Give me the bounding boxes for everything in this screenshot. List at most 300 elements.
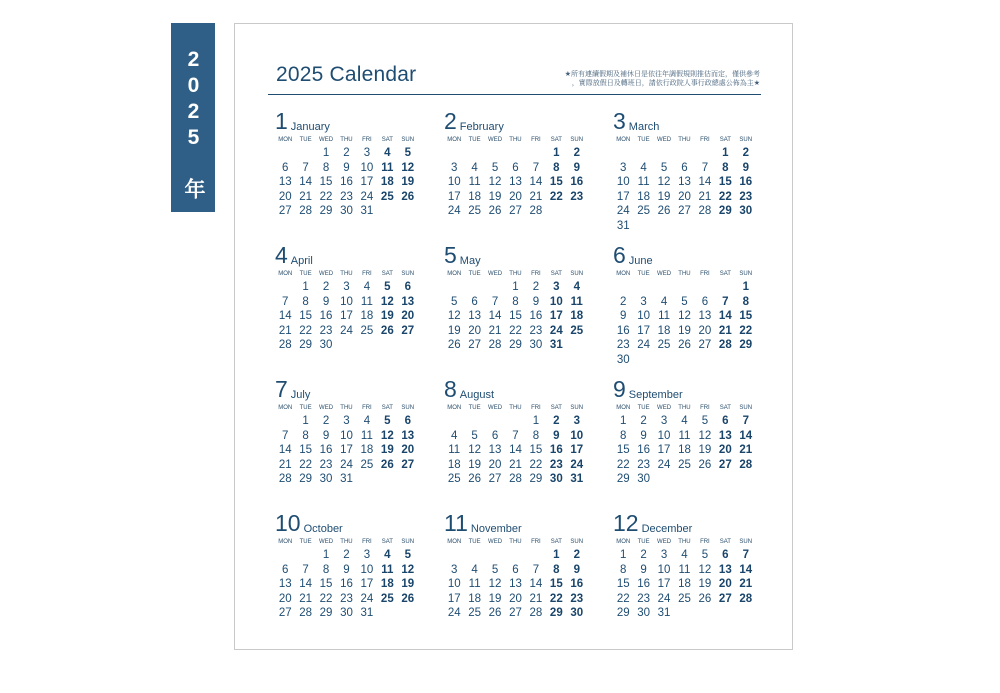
day-cell: 27 [509, 607, 522, 620]
weekday-header: SAT [550, 539, 562, 545]
day-cell: 5 [404, 147, 411, 159]
day-cell: 19 [380, 310, 394, 323]
day-cell: 22 [718, 190, 732, 203]
day-cell: 27 [401, 458, 415, 471]
day-cell: 5 [471, 429, 478, 442]
month-name: January [290, 121, 330, 133]
day-cell: 7 [532, 161, 540, 174]
month-december [613, 510, 763, 640]
empty-day-cell [444, 280, 464, 295]
month-november [444, 510, 594, 640]
weekday-header: TUE [299, 271, 312, 277]
day-cell: 19 [698, 578, 712, 591]
day-cell: 5 [404, 549, 411, 561]
day-cell: 31 [616, 219, 630, 232]
weekday-header: FRI [531, 271, 541, 277]
day-cell: 3 [451, 563, 458, 576]
day-cell: 12 [657, 176, 671, 189]
day-cell: 3 [660, 415, 668, 427]
day-cell: 26 [401, 190, 415, 203]
weekday-header: THU [509, 539, 522, 545]
day-cell: 30 [319, 339, 333, 352]
month-number: 9 [613, 376, 626, 402]
day-cell: 9 [553, 429, 560, 442]
day-cell: 27 [468, 339, 482, 352]
month-day-grid [275, 537, 418, 621]
day-cell: 26 [678, 339, 691, 352]
day-cell: 18 [637, 190, 651, 203]
day-cell: 13 [698, 310, 712, 323]
day-cell: 30 [319, 473, 333, 486]
day-cell: 2 [343, 147, 350, 159]
empty-day-cell [485, 414, 505, 429]
day-cell: 29 [718, 205, 732, 218]
day-cell: 18 [380, 578, 394, 591]
empty-day-cell [444, 414, 464, 429]
weekday-header: WED [488, 539, 503, 545]
day-cell: 6 [722, 549, 729, 561]
weekday-header: WED [319, 137, 334, 143]
day-cell: 8 [553, 563, 560, 576]
day-cell: 11 [637, 176, 650, 189]
day-cell: 29 [529, 473, 543, 486]
day-cell: 22 [299, 324, 313, 337]
day-cell: 12 [447, 310, 461, 323]
day-cell: 10 [570, 429, 584, 442]
day-cell: 12 [401, 161, 415, 174]
day-cell: 28 [739, 458, 753, 471]
day-cell: 12 [380, 295, 394, 308]
day-cell: 5 [384, 415, 391, 427]
weekday-header: SUN [739, 137, 753, 143]
day-cell: 25 [678, 592, 691, 605]
day-cell: 1 [620, 549, 627, 561]
day-cell: 2 [573, 147, 580, 159]
month-march [613, 108, 763, 238]
day-cell: 23 [570, 190, 584, 203]
day-cell: 4 [451, 429, 458, 442]
day-cell: 26 [468, 473, 482, 486]
day-cell: 11 [658, 310, 671, 323]
day-cell: 5 [384, 281, 391, 293]
day-cell: 8 [322, 563, 330, 576]
month-day-grid [444, 135, 587, 219]
day-cell: 22 [549, 592, 563, 605]
day-cell: 6 [282, 563, 289, 576]
day-cell: 27 [718, 592, 732, 605]
day-cell: 23 [739, 190, 753, 203]
weekday-header: MON [278, 271, 293, 277]
day-cell: 2 [640, 415, 647, 427]
day-cell: 23 [529, 324, 543, 337]
weekday-header: SAT [719, 405, 731, 411]
month-header [613, 376, 763, 402]
day-cell: 9 [343, 161, 350, 174]
month-number: 7 [275, 376, 288, 402]
month-header [444, 376, 594, 402]
day-cell: 13 [718, 563, 732, 576]
day-cell: 3 [343, 415, 350, 427]
day-cell: 14 [299, 578, 313, 591]
weekday-header: FRI [362, 539, 372, 545]
day-cell: 4 [681, 415, 688, 427]
day-cell: 9 [640, 563, 647, 576]
month-day-grid [444, 403, 587, 487]
weekday-header: FRI [362, 405, 372, 411]
weekday-header: WED [319, 405, 334, 411]
weekday-header: THU [678, 137, 691, 143]
empty-day-cell [485, 548, 505, 563]
weekday-header: THU [509, 137, 522, 143]
day-cell: 1 [322, 147, 330, 159]
day-cell: 11 [360, 295, 373, 308]
weekday-header: FRI [362, 271, 372, 277]
empty-day-cell [444, 146, 464, 161]
day-cell: 23 [549, 458, 563, 471]
weekday-header: TUE [299, 137, 312, 143]
day-cell: 26 [698, 592, 712, 605]
day-cell: 9 [640, 429, 647, 442]
day-cell: 20 [718, 578, 732, 591]
day-cell: 1 [553, 147, 560, 159]
day-cell: 31 [340, 473, 353, 486]
day-cell: 21 [299, 190, 313, 203]
day-cell: 22 [319, 190, 333, 203]
weekday-header: SAT [719, 539, 731, 545]
day-cell: 27 [698, 339, 712, 352]
weekday-header: THU [340, 137, 353, 143]
month-day-grid [275, 135, 418, 219]
day-cell: 14 [488, 310, 502, 323]
day-cell: 17 [360, 176, 374, 189]
month-name: July [290, 389, 311, 401]
month-header [613, 242, 763, 268]
month-number: 12 [613, 510, 639, 536]
weekday-header: MON [278, 137, 293, 143]
day-cell: 15 [739, 310, 753, 323]
month-header [275, 242, 425, 268]
weekday-header: SAT [381, 539, 393, 545]
day-cell: 21 [278, 458, 292, 471]
day-cell: 19 [678, 324, 691, 337]
day-cell: 3 [640, 295, 647, 308]
weekday-header: SAT [719, 271, 731, 277]
weekday-header: THU [340, 405, 353, 411]
day-cell: 24 [360, 190, 374, 203]
day-cell: 15 [319, 176, 333, 189]
day-cell: 11 [448, 444, 461, 457]
day-cell: 22 [549, 190, 563, 203]
day-cell: 23 [340, 592, 353, 605]
day-cell: 10 [637, 310, 651, 323]
day-cell: 28 [278, 339, 292, 352]
empty-day-cell [464, 280, 484, 295]
day-cell: 21 [739, 444, 753, 457]
weekday-header: THU [509, 271, 522, 277]
day-cell: 15 [509, 310, 522, 323]
day-cell: 15 [616, 578, 630, 591]
empty-day-cell [526, 548, 546, 563]
day-cell: 31 [549, 339, 563, 352]
day-cell: 12 [698, 563, 712, 576]
day-cell: 19 [447, 324, 461, 337]
day-cell: 15 [549, 176, 563, 189]
day-cell: 3 [620, 161, 627, 174]
weekday-header: SUN [570, 405, 584, 411]
day-cell: 11 [570, 295, 583, 308]
weekday-header: SUN [570, 137, 584, 143]
day-cell: 8 [302, 295, 309, 308]
day-cell: 15 [299, 444, 313, 457]
day-cell: 4 [573, 281, 580, 293]
day-cell: 14 [698, 176, 712, 189]
weekday-header: SAT [381, 137, 393, 143]
day-cell: 24 [657, 592, 671, 605]
month-header [444, 108, 594, 134]
day-cell: 19 [488, 592, 502, 605]
day-cell: 18 [447, 458, 461, 471]
weekday-header: SUN [739, 271, 753, 277]
day-cell: 4 [363, 415, 371, 427]
day-cell: 13 [468, 310, 482, 323]
day-cell: 29 [319, 205, 333, 218]
empty-day-cell [295, 146, 315, 161]
day-cell: 2 [322, 281, 330, 293]
weekday-header: SUN [401, 137, 415, 143]
day-cell: 29 [299, 339, 313, 352]
month-header [444, 510, 594, 536]
day-cell: 24 [616, 205, 630, 218]
month-day-grid [275, 403, 418, 487]
day-cell: 27 [718, 458, 732, 471]
weekday-header: WED [488, 271, 503, 277]
day-cell: 24 [637, 339, 651, 352]
day-cell: 16 [319, 310, 333, 323]
day-cell: 8 [742, 295, 749, 308]
empty-day-cell [464, 414, 484, 429]
day-cell: 12 [678, 310, 691, 323]
month-name: December [641, 523, 693, 535]
day-cell: 18 [468, 592, 482, 605]
day-cell: 7 [302, 161, 309, 174]
day-cell: 14 [739, 429, 753, 442]
day-cell: 30 [340, 607, 353, 620]
weekday-header: SUN [401, 539, 415, 545]
empty-day-cell [505, 548, 525, 563]
calendar-title: 2025 Calendar [276, 63, 417, 86]
day-cell: 11 [678, 563, 691, 576]
day-cell: 8 [553, 161, 560, 174]
day-cell: 19 [488, 190, 502, 203]
month-name: June [628, 255, 653, 267]
weekday-header: TUE [468, 539, 481, 545]
weekday-header: MON [278, 539, 293, 545]
day-cell: 14 [529, 176, 543, 189]
weekday-header: THU [340, 271, 353, 277]
day-cell: 22 [299, 458, 313, 471]
day-cell: 15 [299, 310, 313, 323]
day-cell: 17 [657, 444, 671, 457]
day-cell: 4 [363, 281, 371, 293]
day-cell: 28 [299, 607, 313, 620]
day-cell: 27 [678, 205, 691, 218]
weekday-header: FRI [531, 405, 541, 411]
month-header [613, 108, 763, 134]
day-cell: 27 [509, 205, 522, 218]
day-cell: 26 [488, 607, 502, 620]
day-cell: 25 [468, 607, 482, 620]
day-cell: 30 [340, 205, 353, 218]
day-cell: 22 [616, 592, 630, 605]
day-cell: 24 [340, 458, 353, 471]
weekday-header: WED [319, 539, 334, 545]
empty-day-cell [633, 280, 653, 295]
weekday-header: FRI [700, 405, 710, 411]
month-january [275, 108, 425, 238]
empty-day-cell [526, 146, 546, 161]
day-cell: 3 [363, 147, 371, 159]
weekday-header: SUN [401, 271, 415, 277]
day-cell: 24 [447, 205, 461, 218]
empty-day-cell [275, 146, 295, 161]
day-cell: 30 [570, 607, 584, 620]
weekday-header: MON [616, 539, 631, 545]
day-cell: 8 [620, 563, 627, 576]
empty-day-cell [275, 548, 295, 563]
holiday-notice [540, 70, 760, 88]
day-cell: 21 [529, 190, 543, 203]
weekday-header: THU [678, 405, 691, 411]
day-cell: 18 [678, 444, 691, 457]
day-cell: 17 [616, 190, 630, 203]
day-cell: 5 [701, 415, 709, 427]
day-cell: 2 [620, 295, 627, 308]
weekday-header: WED [657, 405, 672, 411]
day-cell: 30 [616, 353, 630, 366]
weekday-header: MON [616, 137, 631, 143]
month-may [444, 242, 594, 372]
day-cell: 6 [282, 161, 289, 174]
day-cell: 1 [722, 147, 729, 159]
day-cell: 30 [637, 473, 651, 486]
month-april [275, 242, 425, 372]
empty-day-cell [654, 146, 674, 161]
empty-day-cell [275, 414, 295, 429]
day-cell: 20 [488, 458, 502, 471]
day-cell: 3 [363, 549, 371, 561]
day-cell: 5 [491, 563, 499, 576]
day-cell: 11 [468, 176, 481, 189]
day-cell: 7 [491, 295, 499, 308]
day-cell: 26 [488, 205, 502, 218]
day-cell: 9 [532, 295, 540, 308]
day-cell: 16 [637, 578, 651, 591]
day-cell: 10 [360, 161, 374, 174]
day-cell: 14 [509, 444, 522, 457]
month-name: March [628, 121, 660, 133]
weekday-header: WED [488, 137, 503, 143]
day-cell: 20 [278, 190, 292, 203]
month-number: 5 [444, 242, 457, 268]
day-cell: 9 [620, 310, 627, 323]
day-cell: 20 [678, 190, 691, 203]
month-name: September [628, 389, 683, 401]
weekday-header: SAT [550, 405, 562, 411]
empty-day-cell [485, 280, 505, 295]
day-cell: 21 [299, 592, 313, 605]
month-number: 11 [444, 510, 468, 536]
month-header [275, 510, 425, 536]
day-cell: 25 [678, 458, 691, 471]
empty-day-cell [295, 548, 315, 563]
day-cell: 11 [381, 161, 394, 174]
day-cell: 6 [681, 161, 688, 174]
day-cell: 28 [718, 339, 732, 352]
day-cell: 10 [447, 578, 461, 591]
day-cell: 3 [660, 549, 668, 561]
day-cell: 15 [616, 444, 630, 457]
empty-day-cell [505, 146, 525, 161]
weekday-header: TUE [637, 539, 650, 545]
day-cell: 22 [739, 324, 753, 337]
day-cell: 4 [640, 161, 647, 174]
weekday-header: FRI [700, 271, 710, 277]
day-cell: 10 [657, 563, 671, 576]
day-cell: 16 [549, 444, 563, 457]
weekday-header: SAT [550, 271, 562, 277]
day-cell: 20 [468, 324, 482, 337]
day-cell: 25 [447, 473, 461, 486]
month-number: 10 [275, 510, 301, 536]
day-cell: 20 [278, 592, 292, 605]
day-cell: 28 [698, 205, 712, 218]
day-cell: 7 [742, 415, 749, 427]
day-cell: 28 [299, 205, 313, 218]
day-cell: 20 [698, 324, 712, 337]
day-cell: 26 [657, 205, 671, 218]
day-cell: 21 [529, 592, 543, 605]
day-cell: 16 [616, 324, 630, 337]
day-cell: 24 [570, 458, 584, 471]
day-cell: 20 [509, 592, 522, 605]
month-header [444, 242, 594, 268]
calendar-sheet [234, 23, 793, 650]
day-cell: 18 [360, 310, 374, 323]
month-july [275, 376, 425, 506]
day-cell: 2 [532, 281, 540, 293]
empty-day-cell [444, 548, 464, 563]
weekday-header: TUE [299, 405, 312, 411]
weekday-header: SUN [739, 405, 753, 411]
day-cell: 30 [637, 607, 651, 620]
day-cell: 25 [380, 190, 394, 203]
day-cell: 4 [384, 549, 391, 561]
day-cell: 22 [616, 458, 630, 471]
weekday-header: MON [447, 405, 462, 411]
day-cell: 31 [360, 205, 374, 218]
weekday-header: THU [340, 539, 353, 545]
weekday-header: TUE [299, 539, 312, 545]
day-cell: 8 [722, 161, 729, 174]
empty-day-cell [464, 146, 484, 161]
day-cell: 23 [616, 339, 630, 352]
day-cell: 30 [739, 205, 753, 218]
weekday-header: MON [447, 271, 462, 277]
day-cell: 11 [360, 429, 373, 442]
weekday-header: MON [447, 539, 462, 545]
empty-day-cell [654, 280, 674, 295]
day-cell: 1 [302, 415, 309, 427]
